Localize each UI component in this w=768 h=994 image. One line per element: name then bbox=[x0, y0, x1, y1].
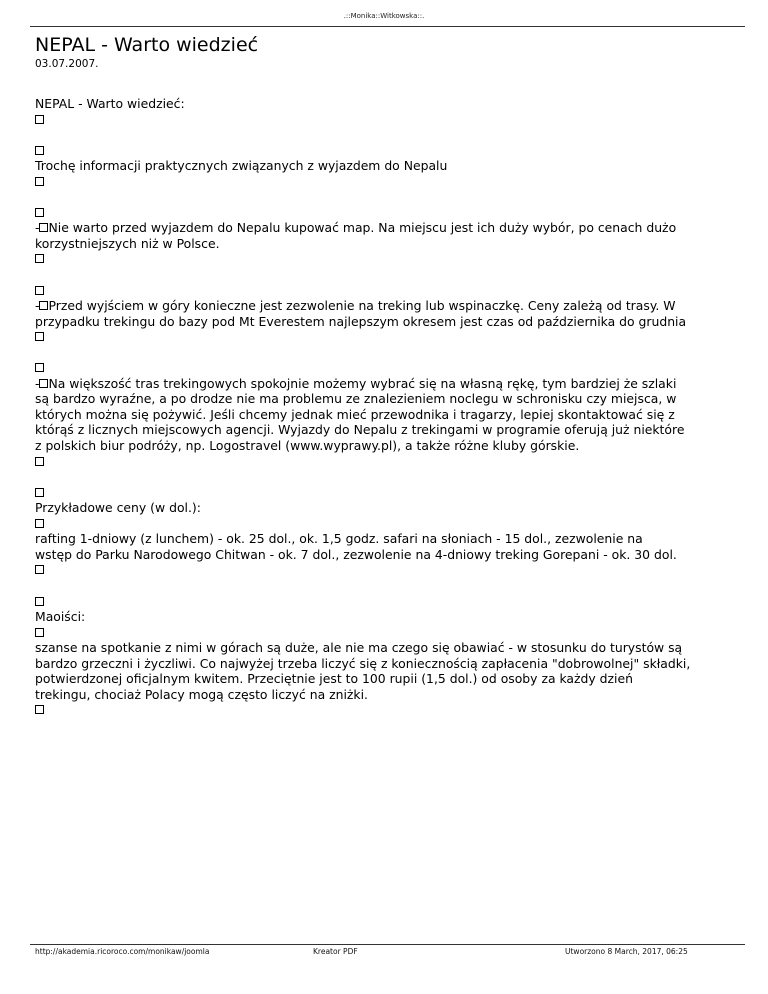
prices-heading: Przykładowe ceny (w dol.): bbox=[35, 500, 201, 516]
footer-generator: Kreator PDF bbox=[313, 947, 358, 956]
paragraph-trekking: - Na większość tras trekingowych spokojnie możemy wybrać się na własną rękę, tym bardziej że szlaki bbox=[35, 375, 677, 391]
missing-glyph-box bbox=[35, 115, 44, 124]
missing-glyph-box bbox=[35, 177, 44, 186]
missing-glyph-box bbox=[35, 286, 44, 295]
missing-glyph-box bbox=[35, 332, 44, 341]
footer-created: Utworzono 8 March, 2017, 06:25 bbox=[565, 947, 688, 956]
missing-glyph-box bbox=[35, 597, 44, 606]
missing-glyph-box bbox=[35, 208, 44, 217]
article-title: NEPAL - Warto wiedzieć bbox=[35, 34, 259, 56]
missing-glyph-box bbox=[35, 457, 44, 466]
intro-heading: NEPAL - Warto wiedzieć: bbox=[35, 96, 185, 111]
missing-glyph-box bbox=[35, 519, 44, 528]
site-header: .::Monika::Witkowska::. bbox=[343, 12, 425, 20]
header-divider bbox=[30, 26, 745, 27]
prices-text: rafting 1-dniowy (z lunchem) - ok. 25 dol., ok. 1,5 godz. safari na słoniach - 15 dol., zezwolenie na bbox=[35, 531, 643, 547]
article-body: NEPAL - Warto wiedzieć: Trochę informacji praktycznych związanych z wyjazdem do Nepalu - Nie warto przed wyjazdem do Nepalu kupować map. Na miejscu jest ich duży wybór, po cenach dużo korzystniejszych niż w Polsce. - Przed wyjściem w góry konieczne jest zezwolenie na treking lub wspinaczkę. Ceny zależą od trasy. W przypadku trekingu do bazy pod Mt Everestem najlepszym okresem jest czas od października do grudnia - Na większość tras trekingowych spokojnie możemy wybrać się na własną rękę, tym bardziej że szlaki są bardzo wyraźne, a po drodze nie ma problemu ze znalezieniem noclegu w schronisku czy miejsca, w których można się pożywić. Jeśli chcemy jednak mieć przewodnika i tragarzy, lepiej skontaktować się z którąś z licznych miejscowych agencji. Wyjazdy do Nepalu z trekingami w programie oferują już niektóre z polskich biur podróży, np. Logostravel (www.wyprawy.pl), a także różne kluby górskie. Przykładowe ceny (w dol.): rafting 1-dniowy (z lunchem) - ok. 25 dol., ok. 1,5 godz. safari na słoniach - 15 dol., zezwolenie na wstęp do Parku Narodowego Chitwan - ok. 7 dol., zezwolenie na 4-dniowy treking Gorepani - ok. 30 dol. Maoiści: szanse na spotkanie z nimi w górach są duże, ale nie ma czego się obawiać - w stosunku do turystów są bardzo grzeczni i życzliwi. Co najwyżej trzeba liczyć się z koniecznością zapłacenia "dobrowolnej" składki, potwierdzonej oficjalnym kwitem. Przeciętnie jest to 100 rupii (1,5 dol.) od osoby za każdy dzień trekingu, chociaż Polacy mogą często liczyć na zniżki. bbox=[35, 96, 735, 718]
missing-glyph-box bbox=[35, 488, 44, 497]
article-date: 03.07.2007. bbox=[35, 58, 99, 70]
intro-text: Trochę informacji praktycznych związanych z wyjazdem do Nepalu bbox=[35, 158, 448, 174]
footer-divider bbox=[30, 944, 745, 945]
missing-glyph-box bbox=[35, 146, 44, 155]
paragraph-permits: - Przed wyjściem w góry konieczne jest zezwolenie na treking lub wspinaczkę. Ceny zależą od trasy. W bbox=[35, 298, 676, 314]
missing-glyph-box bbox=[35, 628, 44, 637]
missing-glyph-box bbox=[35, 363, 44, 372]
missing-glyph-box bbox=[35, 565, 44, 574]
footer-url: http://akademia.ricoroco.com/monikaw/joomla bbox=[35, 947, 210, 956]
paragraph-maps: - Nie warto przed wyjazdem do Nepalu kupować map. Na miejscu jest ich duży wybór, po cenach dużo bbox=[35, 220, 677, 236]
missing-glyph-box bbox=[35, 254, 44, 263]
maoists-text: szanse na spotkanie z nimi w górach są duże, ale nie ma czego się obawiać - w stosunku do turystów są bbox=[35, 640, 683, 656]
missing-glyph-box bbox=[35, 705, 44, 714]
maoists-heading: Maoiści: bbox=[35, 609, 86, 625]
